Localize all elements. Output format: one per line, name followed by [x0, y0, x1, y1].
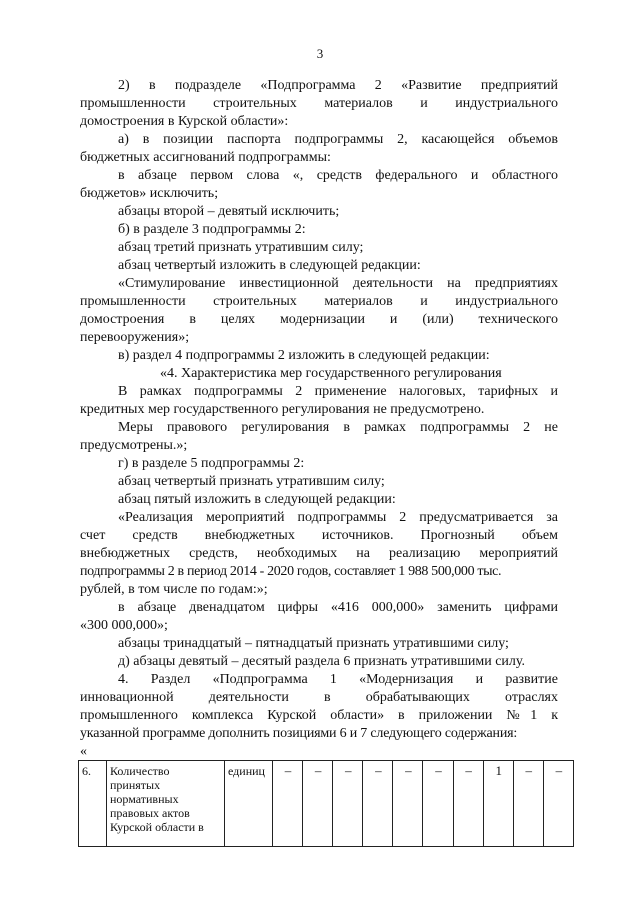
paragraph-line: промышленности строительных материалов и индустриального: [80, 294, 558, 309]
paragraph-line: бюджетов» исключить;: [80, 186, 219, 201]
paragraph-line: г) в разделе 5 подпрограммы 2:: [118, 456, 305, 471]
row-number-cell: 6.: [79, 761, 107, 847]
paragraph-line: в) раздел 4 подпрограммы 2 изложить в следующей редакции:: [118, 348, 490, 363]
value-cell: –: [393, 761, 423, 847]
paragraph-line: абзацы тринадцатый – пятнадцатый признать утратившими силу;: [118, 636, 509, 651]
paragraph-line: указанной программе дополнить позициями 6 и 7 следующего содержания:: [80, 726, 518, 741]
value-cell: –: [273, 761, 303, 847]
paragraph-line: а) в позиции паспорта подпрограммы 2, касающейся объемов: [118, 132, 558, 147]
value-cell: –: [513, 761, 543, 847]
paragraph-line: 2) в подразделе «Подпрограмма 2 «Развитие предприятий: [118, 78, 558, 93]
paragraph-line: промышленности строительных материалов и индустриального: [80, 96, 558, 111]
paragraph-line: «Стимулирование инвестиционной деятельности на предприятиях: [118, 276, 558, 291]
paragraph-line: Меры правового регулирования в рамках подпрограммы 2 не: [118, 420, 558, 435]
paragraph-line: абзац третий признать утратившим силу;: [118, 240, 364, 255]
indicator-name-cell: Количество принятых нормативных правовых актов Курской области в: [107, 761, 225, 847]
value-cell: –: [453, 761, 483, 847]
paragraph-line: инновационной деятельности в обрабатывающих отраслях: [80, 690, 558, 705]
indicators-table: [78, 760, 574, 847]
opening-quote: «: [80, 744, 87, 759]
paragraph-line: в абзаце двенадцатом цифры «416 000,000» заменить цифрами: [118, 600, 558, 615]
paragraph-line: предусмотрены.»;: [80, 438, 188, 453]
section-heading: «4. Характеристика мер государственного регулирования: [160, 366, 502, 381]
value-cell: –: [423, 761, 453, 847]
paragraph-line: 4. Раздел «Подпрограмма 1 «Модернизация и развитие: [118, 672, 558, 687]
paragraph-line: «Реализация мероприятий подпрограммы 2 предусматривается за: [118, 510, 558, 525]
paragraph-line: в абзаце первом слова «, средств федерального и областного: [118, 168, 558, 183]
paragraph-line: перевооружения»;: [80, 330, 190, 345]
value-cell: –: [333, 761, 363, 847]
paragraph-line: абзац четвертый изложить в следующей редакции:: [118, 258, 421, 273]
value-cell: 1: [483, 761, 513, 847]
paragraph-line: абзац пятый изложить в следующей редакции:: [118, 492, 396, 507]
value-cell: –: [303, 761, 333, 847]
paragraph-line: домостроения в целях модернизации и (или) технического: [80, 312, 558, 327]
page-number: 3: [316, 46, 324, 61]
paragraph-line: д) абзацы девятый – десятый раздела 6 признать утратившими силу.: [118, 654, 526, 669]
paragraph-line: домостроения в Курской области»:: [80, 114, 289, 129]
paragraph-line: б) в разделе 3 подпрограммы 2:: [118, 222, 306, 237]
paragraph-line: абзац четвертый признать утратившим силу;: [118, 474, 385, 489]
paragraph-line: В рамках подпрограммы 2 применение налоговых, тарифных и: [118, 384, 558, 399]
paragraph-line: счет средств внебюджетных источников. Прогнозный объем: [80, 528, 558, 543]
paragraph-line: бюджетных ассигнований подпрограммы:: [80, 150, 331, 165]
paragraph-line: промышленного комплекса Курской области» в приложении №1 к: [80, 708, 558, 723]
paragraph-line: рублей, в том числе по годам:»;: [80, 582, 268, 597]
paragraph-line: абзацы второй – девятый исключить;: [118, 204, 340, 219]
paragraph-line: кредитных мер государственного регулирования не предусмотрено.: [80, 402, 485, 417]
unit-cell: единиц: [225, 761, 273, 847]
paragraph-line: внебюджетных средств, необходимых на реализацию мероприятий: [80, 546, 558, 561]
paragraph-line: «300 000,000»;: [80, 618, 168, 633]
value-cell: –: [543, 761, 573, 847]
table-row: [79, 761, 574, 847]
paragraph-line: подпрограммы 2 в период 2014 - 2020 годов, составляет 1 988 500,000 тыс.: [80, 564, 502, 579]
value-cell: –: [363, 761, 393, 847]
